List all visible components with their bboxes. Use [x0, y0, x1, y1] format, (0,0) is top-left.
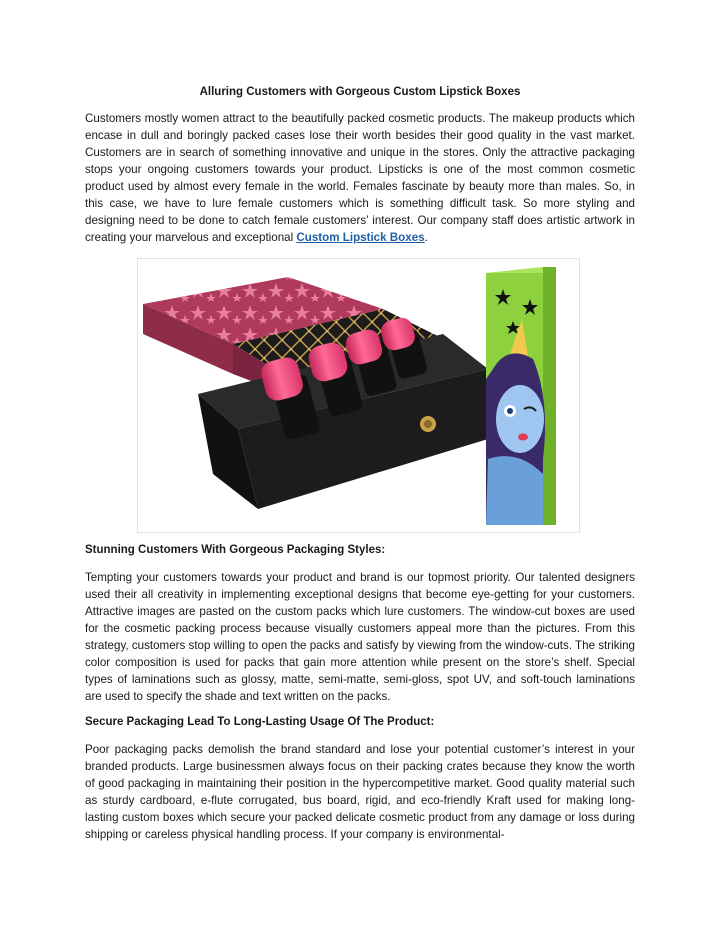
document-title: Alluring Customers with Gorgeous Custom Lipstick Boxes	[199, 86, 521, 98]
lipstick-boxes-illustration	[138, 259, 579, 532]
intro-paragraph	[85, 110, 635, 246]
section1-heading: Stunning Customers With Gorgeous Packaging Styles:	[85, 544, 386, 556]
intro-end: .	[424, 231, 428, 244]
custom-lipstick-boxes-link[interactable]: Custom Lipstick Boxes	[296, 231, 425, 244]
section2-paragraph: Poor packaging packs demolish the brand standard and lose your potential customer’s interest in your branded products. Large businessmen always focus on their packing crates because they know the worth of good packaging in maintaining their position in the hypercompetitive market. Good quality material such as sturdy cardboard, e-flute corrugated, bus board, rigid, and eco-friendly Kraft used for making long-lasting custom boxes which secure your packed delicate cosmetic product from any damage or loss during shipping or careless physical handling process. If your company is environmental-	[85, 743, 635, 841]
intro-text: Customers mostly women attract to the beautifully packed cosmetic products. The makeup products which encase in dull and boringly packed cases lose their worth besides their good quality in the vast market. Customers are in search of something innovative and unique in the stores. Only the attractive packaging stops your ongoing customers towards your product. Lipsticks is one of the most common cosmetic product used by almost every female in the world. Females fascinate by beauty more than males. So, in this case, we have to lure female customers which is something difficult task. So more styling and designing need to be done to catch female customers’ interest. Our company staff does artistic artwork in creating your marvelous and exceptional	[85, 112, 635, 244]
lipstick-boxes-photo	[137, 258, 580, 533]
section2-heading: Secure Packaging Lead To Long-Lasting Usage Of The Product:	[85, 716, 435, 728]
section1-paragraph: Tempting your customers towards your product and brand is our topmost priority. Our talented designers used their all creativity in implementing exceptional designs that become eye-getting for your customers. Attractive images are pasted on the custom packs which lure customers. The window-cut boxes are used for the cosmetic packing process because visually customers appeal more than the pictures. From this strategy, customers stop willing to open the packs and satisfy by viewing from the window-cuts. The striking color composition is used for packs that gain more attention while present on the store’s shelf. Special types of laminations such as glossy, matte, semi-matte, semi-gloss, spot UV, and soft-touch laminations are used to specify the shade and text written on the packs.	[85, 571, 635, 703]
printed-lipstick-box	[486, 267, 556, 525]
